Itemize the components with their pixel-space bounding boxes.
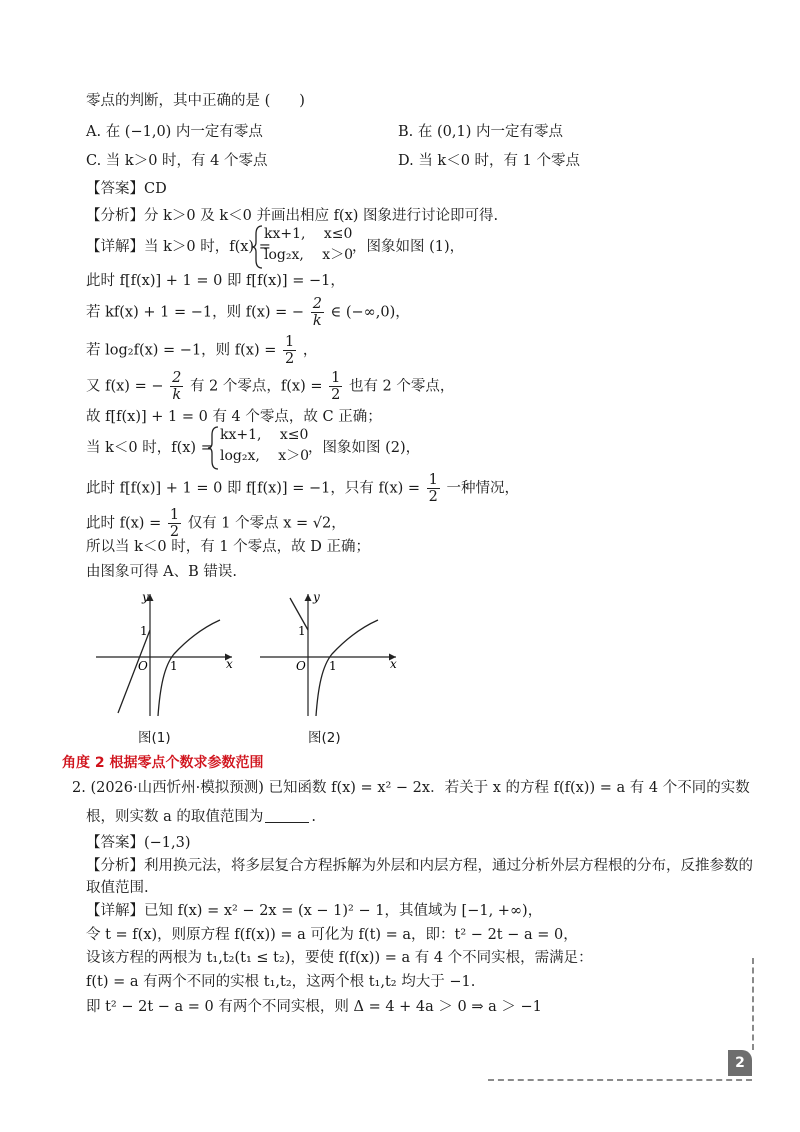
q1-line-13: 由图象可得 A、B 错误. [86,564,237,580]
q2-detail-5: 即 t² − 2t − a = 0 有两个不同实根，则 Δ = 4 + 4a ＞ 0 ⇒ a ＞ −1 [86,999,542,1015]
fraction-numerator: 2 [172,370,182,386]
q1-line-10-a: 此时 f[f(x)] + 1 = 0 即 f[f(x)] = −1，只有 f(x) = [86,480,421,497]
fraction-denominator: k [312,313,322,329]
q1-line-11-b: 仅有 1 个零点 x = √2， [187,515,346,532]
piecewise-2 [220,425,309,467]
fraction-2-over-k [170,370,183,403]
fraction-1-over-2 [283,334,296,367]
q1-line-6 [86,334,317,367]
figure-2-caption: 图(2) [308,730,341,746]
fraction-denominator: k [172,387,182,403]
q2-answer: 【答案】(−1,3) [86,835,191,851]
piecewise-brace-1 [252,224,264,270]
x-tick-1: 1 [329,659,337,673]
figure-2-graph [256,588,406,723]
piecewise-2-top: kx+1, x≤0 [220,427,309,443]
q2-detail-2: 令 t = f(x)，则原方程 f(f(x)) = a 可化为 f(t) = a，即：t² − 2t − a = 0， [86,927,578,943]
figure-1-caption: 图(1) [138,730,171,746]
x-label: x [390,657,397,671]
piecewise-1-bottom: log₂x, x＞0 [264,247,354,263]
piecewise-1 [264,224,353,266]
piecewise-2-bottom: log₂x, x＞0 [220,448,310,464]
q1-line-5-b: ∈ (−∞,0)， [330,304,410,321]
q1-line-10 [86,472,519,505]
q1-line-9-b: ，图象如图 (2)， [308,440,421,456]
fraction-denominator: 2 [285,351,295,367]
log-branch [316,620,378,716]
q1-analysis: 【分析】分 k＞0 及 k＜0 并画出相应 f(x) 图象进行讨论即可得. [86,208,499,224]
page-corner-dashed-horizontal [488,1079,752,1081]
q2-detail-3: 设该方程的两根为 t₁,t₂(t₁ ≤ t₂)，要使 f(f(x)) = a 有 4 个不同实根，需满足： [86,950,593,966]
section-title: 角度 2 根据零点个数求参数范围 [62,755,264,771]
fraction-numerator: 1 [285,334,295,350]
figure-1-graph [92,588,242,723]
log-branch [158,620,220,716]
q1-line-6-b: ， [302,342,318,359]
fraction-numerator: 1 [428,472,438,488]
q1-detail-text-b: ，图象如图 (1)， [352,239,465,255]
piecewise-1-top: kx+1, x≤0 [264,226,353,242]
q1-line-7-b: 有 2 个零点，f(x) = [189,378,323,395]
x-tick-1: 1 [170,659,178,673]
q1-stem-tail: 零点的判断，其中正确的是 ( ) [86,93,305,109]
q1-detail-text-a: 【详解】当 k＞0 时，f(x) = [86,239,271,255]
fraction-numerator: 2 [312,296,322,312]
fraction-1-over-2 [427,472,440,505]
q1-line-6-a: 若 log₂f(x) = −1，则 f(x) = [86,342,277,359]
q1-line-7-c: 也有 2 个零点， [348,378,455,395]
q1-line-5 [86,296,410,329]
fraction-numerator: 1 [331,370,341,386]
q2-stem-line-2 [86,806,316,828]
answer-blank [265,808,309,823]
fraction-denominator: 2 [331,387,341,403]
option-d: D. 当 k＜0 时，有 1 个零点 [398,153,580,169]
q1-line-11-a: 此时 f(x) = [86,515,162,532]
q2-stem-text: 根，则实数 a 的取值范围为 [86,809,264,825]
option-a: A. 在 (−1,0) 内一定有零点 [86,124,263,140]
q1-line-9-a: 当 k＜0 时，f(x) = [86,440,213,456]
q1-line-7-a: 又 f(x) = − [86,378,164,395]
q2-analysis-2: 取值范围. [86,880,149,896]
y-label: y [142,590,149,604]
y-label: y [313,590,320,604]
fraction-numerator: 1 [169,507,180,523]
q1-line-4: 此时 f[f(x)] + 1 = 0 即 f[f(x)] = −1， [86,273,345,289]
fraction-denominator: 2 [169,524,180,540]
q1-answer: 【答案】CD [86,181,167,197]
piecewise-brace-2 [208,425,220,471]
page-number: 2 [728,1050,752,1076]
fraction-denominator: 2 [428,489,438,505]
q2-detail-4: f(t) = a 有两个不同的实根 t₁,t₂，这两个根 t₁,t₂ 均大于 −1. [86,974,476,990]
fraction-1-over-2 [329,370,342,403]
q2-stem-period: . [311,809,316,825]
q1-line-5-a: 若 kf(x) + 1 = −1，则 f(x) = − [86,304,305,321]
origin-label: O [138,659,148,673]
q2-analysis-1: 【分析】利用换元法，将多层复合方程拆解为外层和内层方程，通过分析外层方程根的分布，反推参数的 [86,858,753,874]
q1-line-7 [86,370,454,403]
option-b: B. 在 (0,1) 内一定有零点 [398,124,563,140]
option-c: C. 当 k＞0 时，有 4 个零点 [86,153,268,169]
q1-line-10-b: 一种情况， [446,480,520,497]
fraction-2-over-k [311,296,324,329]
y-tick-1: 1 [140,624,148,638]
y-tick-1: 1 [298,624,306,638]
q1-line-12: 所以当 k＜0 时，有 1 个零点，故 D 正确； [86,539,371,555]
q1-detail-line-1 [86,236,271,258]
x-label: x [226,657,233,671]
q2-detail-1: 【详解】已知 f(x) = x² − 2x = (x − 1)² − 1，其值域为 [−1, +∞)， [86,903,543,919]
page-corner-dashed-vertical [752,958,754,1050]
q1-line-8: 故 f[f(x)] + 1 = 0 有 4 个零点，故 C 正确； [86,409,382,425]
q2-stem-line-1: 2. (2026·山西忻州·模拟预测) 已知函数 f(x) = x² − 2x．若关于 x 的方程 f(f(x)) = a 有 4 个不同的实数 [72,780,750,796]
origin-label: O [296,659,306,673]
